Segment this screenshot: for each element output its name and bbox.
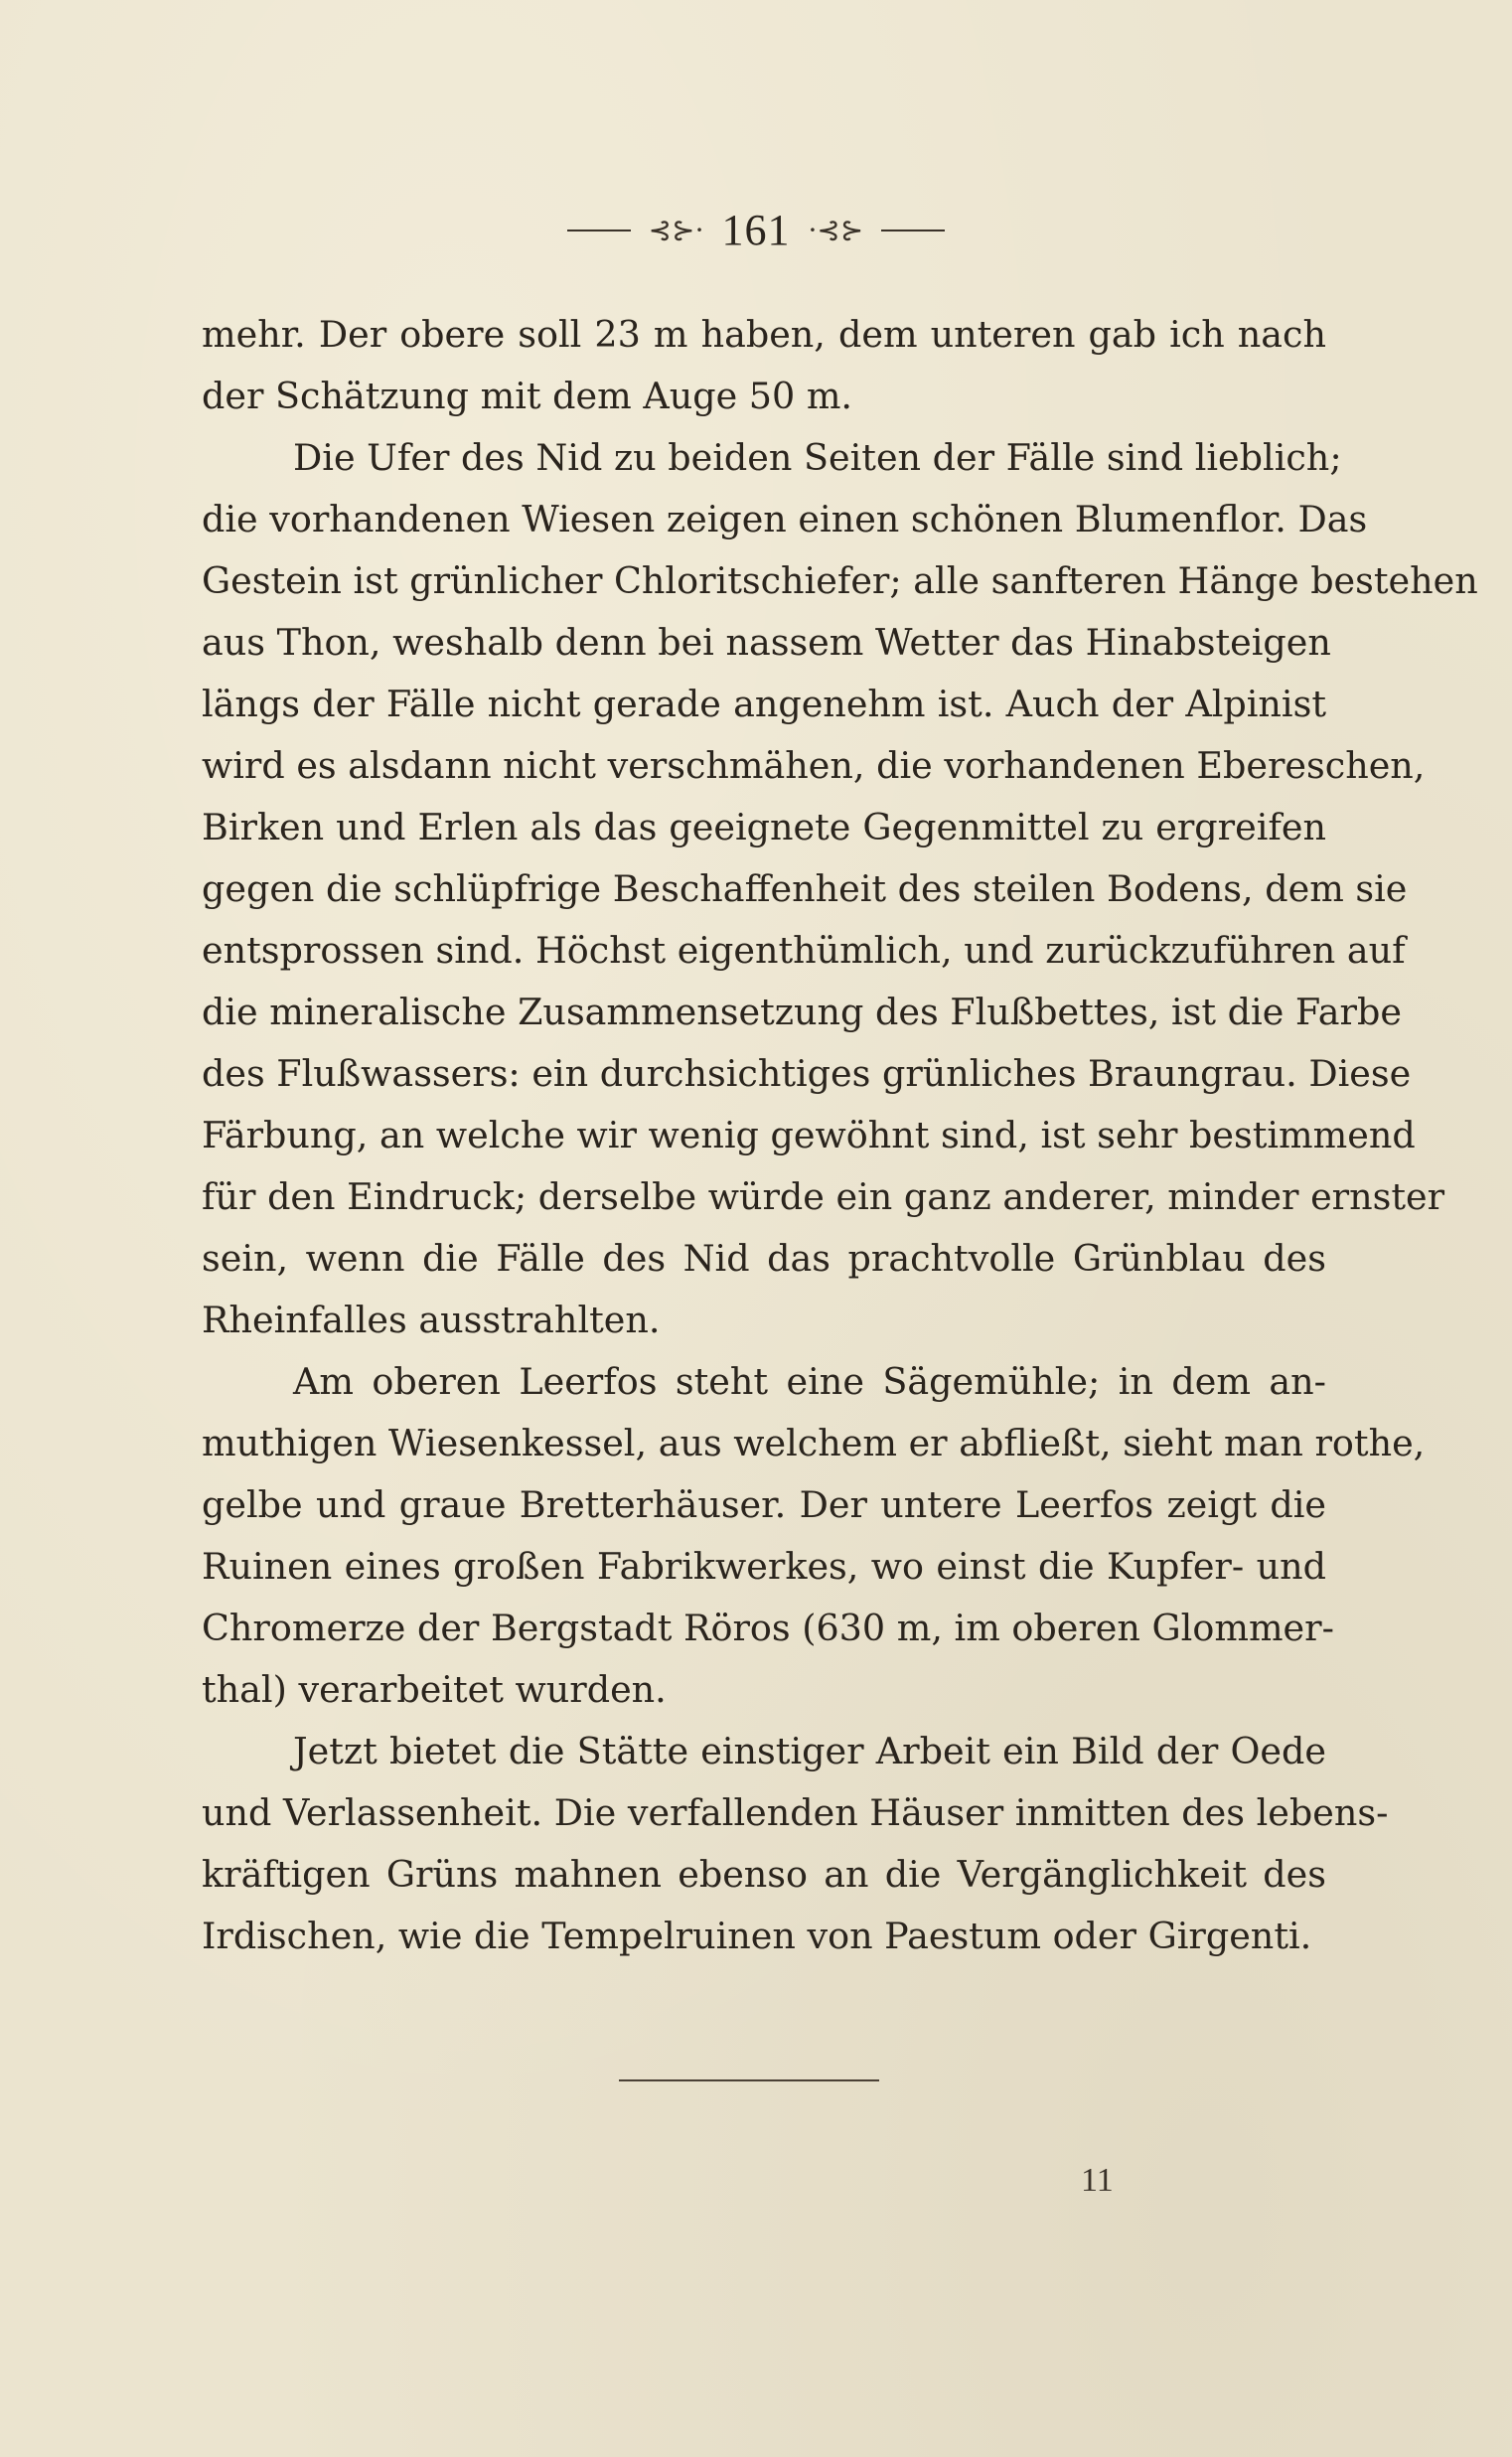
- text-line: Birken und Erlen als das geeignete Gegenmittel zu ergreifen: [202, 806, 1326, 848]
- text-line: entsprossen sind. Höchst eigenthümlich, und zurückzuführen auf: [202, 929, 1406, 972]
- text-line: der Schätzung mit dem Auge 50 m.: [202, 375, 853, 417]
- text-line: die vorhandenen Wiesen zeigen einen schönen Blumenflor. Das: [202, 498, 1368, 540]
- header-ornament-left: ⊰⊱·: [648, 214, 704, 246]
- text-line: mehr. Der obere soll 23 m haben, dem unteren gab ich nach: [202, 313, 1326, 356]
- text-line: Ruinen eines großen Fabrikwerkes, wo einst die Kupfer- und: [202, 1545, 1326, 1588]
- text-line: wird es alsdann nicht verschmähen, die vorhandenen Ebereschen,: [202, 744, 1426, 787]
- page-number: 161: [721, 206, 791, 254]
- text-line: Die Ufer des Nid zu beiden Seiten der Fälle sind lieblich;: [293, 436, 1342, 479]
- header-rule-right: [881, 230, 945, 231]
- text-line: thal) verarbeitet wurden.: [202, 1668, 667, 1711]
- page-header: [0, 206, 1512, 254]
- header-rule-left: [567, 230, 631, 231]
- text-line: Jetzt bietet die Stätte einstiger Arbeit ein Bild der Oede: [293, 1730, 1326, 1772]
- body-text: [202, 304, 1478, 1967]
- text-line: Am oberen Leerfos steht eine Sägemühle; in dem an-: [293, 1360, 1326, 1403]
- text-line: sein, wenn die Fälle des Nid das prachtvolle Grünblau des: [202, 1237, 1326, 1280]
- text-line: die mineralische Zusammensetzung des Flußbettes, ist die Farbe: [202, 991, 1402, 1033]
- text-line: gegen die schlüpfrige Beschaffenheit des steilen Bodens, dem sie: [202, 867, 1408, 910]
- text-line: Gestein ist grünlicher Chloritschiefer; alle sanfteren Hänge bestehen: [202, 559, 1478, 602]
- text-line: und Verlassenheit. Die verfallenden Häuser inmitten des lebens-: [202, 1791, 1389, 1834]
- text-line: Färbung, an welche wir wenig gewöhnt sind, ist sehr bestimmend: [202, 1114, 1416, 1156]
- header-ornament-right: ·⊰⊱: [808, 214, 864, 246]
- text-line: kräftigen Grüns mahnen ebenso an die Vergänglichkeit des: [202, 1853, 1326, 1896]
- text-line: Rheinfalles ausstrahlten.: [202, 1299, 661, 1341]
- text-line: Chromerze der Bergstadt Röros (630 m, im oberen Glommer-: [202, 1607, 1334, 1649]
- text-line: Irdischen, wie die Tempelruinen von Paestum oder Girgenti.: [202, 1915, 1312, 1957]
- text-line: gelbe und graue Bretterhäuser. Der untere Leerfos zeigt die: [202, 1483, 1326, 1526]
- text-line: längs der Fälle nicht gerade angenehm ist. Auch der Alpinist: [202, 683, 1326, 725]
- signature-mark: 11: [1081, 2162, 1114, 2199]
- text-line: muthigen Wiesenkessel, aus welchem er abfließt, sieht man rothe,: [202, 1422, 1426, 1464]
- text-line: für den Eindruck; derselbe würde ein ganz anderer, minder ernster: [202, 1175, 1445, 1218]
- text-line: aus Thon, weshalb denn bei nassem Wetter das Hinabsteigen: [202, 621, 1331, 664]
- footer-rule: [619, 2079, 879, 2081]
- text-line: des Flußwassers: ein durchsichtiges grünliches Braungrau. Diese: [202, 1052, 1412, 1095]
